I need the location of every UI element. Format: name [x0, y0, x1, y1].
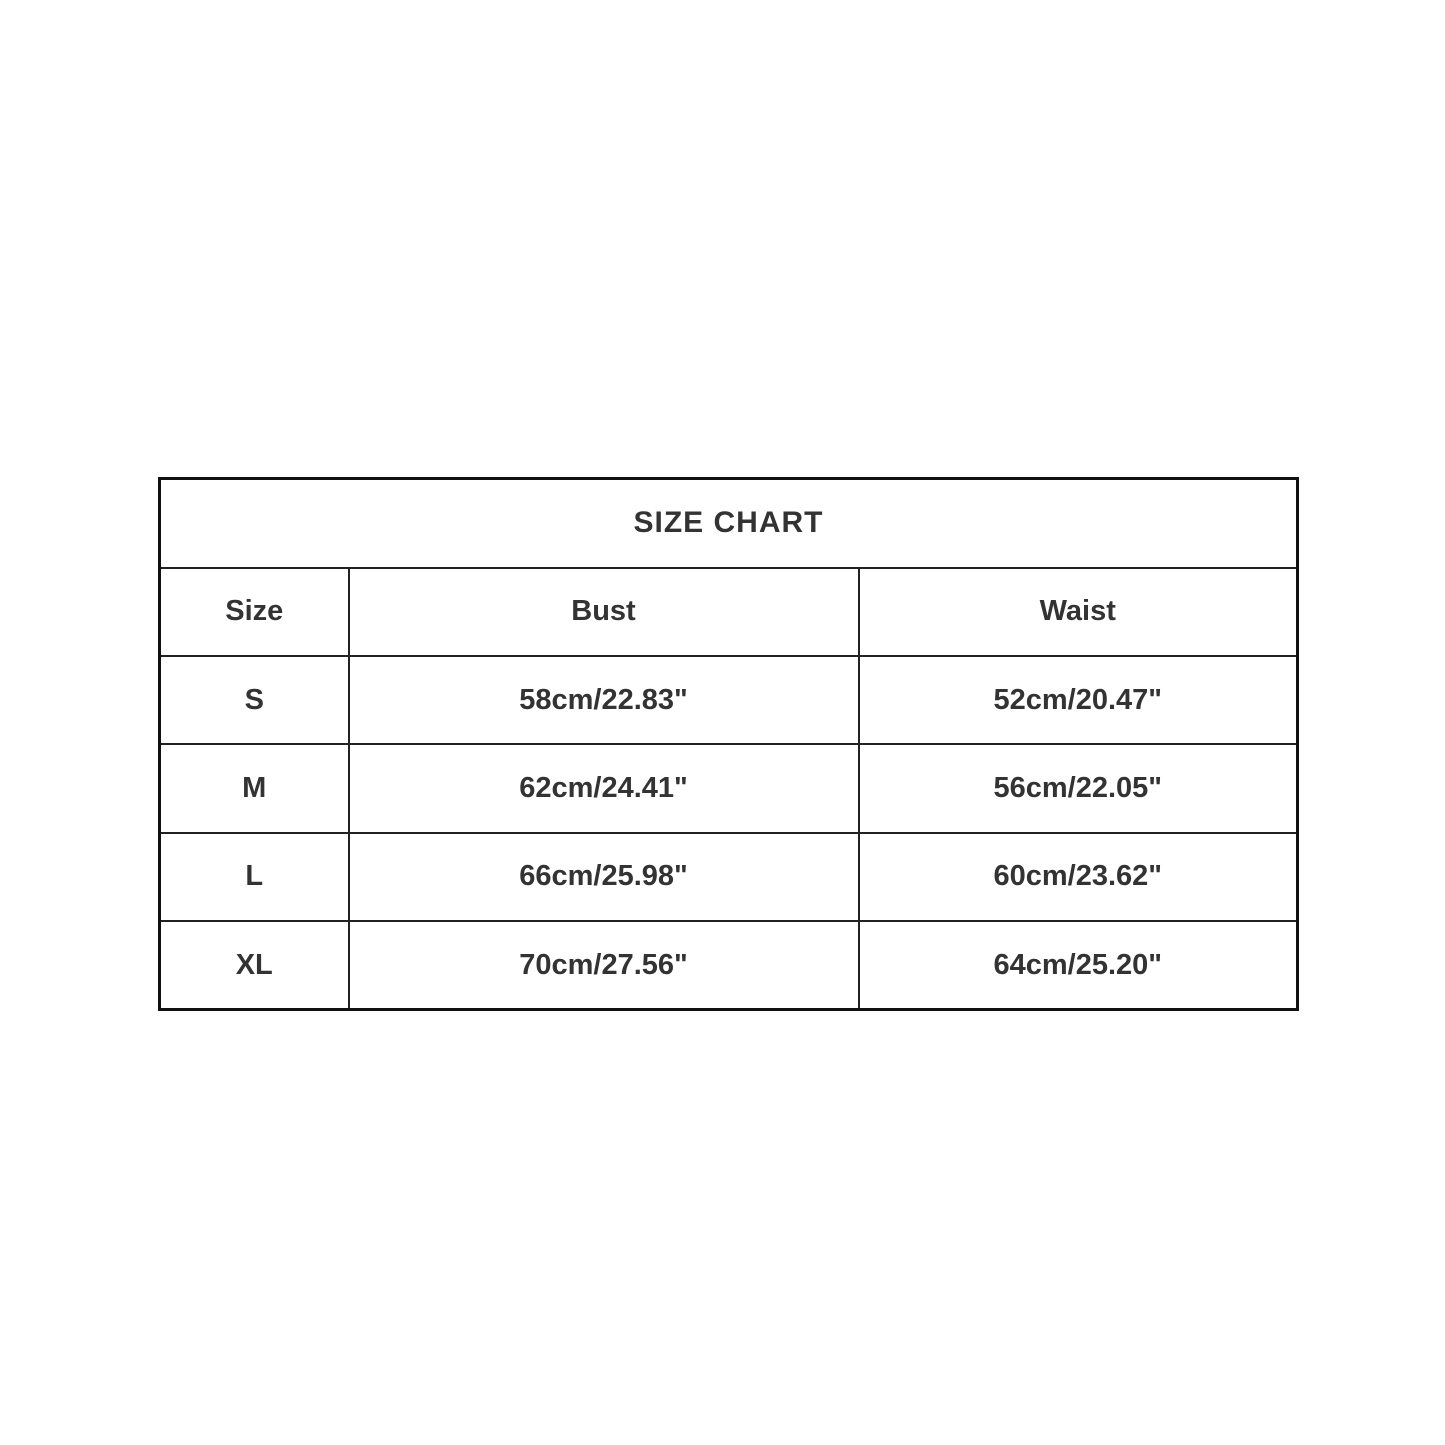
- bust-cell: 70cm/27.56": [349, 921, 859, 1009]
- title-row: [160, 479, 1298, 568]
- waist-cell: 60cm/23.62": [859, 833, 1298, 921]
- header-bust: Bust: [349, 568, 859, 656]
- table-row: [160, 744, 1298, 832]
- table-title: SIZE CHART: [160, 479, 1298, 568]
- header-waist: Waist: [859, 568, 1298, 656]
- size-chart-table: [158, 477, 1299, 1011]
- size-cell: L: [160, 833, 349, 921]
- size-cell: M: [160, 744, 349, 832]
- size-cell: S: [160, 656, 349, 744]
- table-row: [160, 921, 1298, 1009]
- waist-cell: 52cm/20.47": [859, 656, 1298, 744]
- table-row: [160, 833, 1298, 921]
- bust-cell: 62cm/24.41": [349, 744, 859, 832]
- bust-cell: 66cm/25.98": [349, 833, 859, 921]
- size-cell: XL: [160, 921, 349, 1009]
- header-row: [160, 568, 1298, 656]
- bust-cell: 58cm/22.83": [349, 656, 859, 744]
- waist-cell: 64cm/25.20": [859, 921, 1298, 1009]
- table-row: [160, 656, 1298, 744]
- header-size: Size: [160, 568, 349, 656]
- waist-cell: 56cm/22.05": [859, 744, 1298, 832]
